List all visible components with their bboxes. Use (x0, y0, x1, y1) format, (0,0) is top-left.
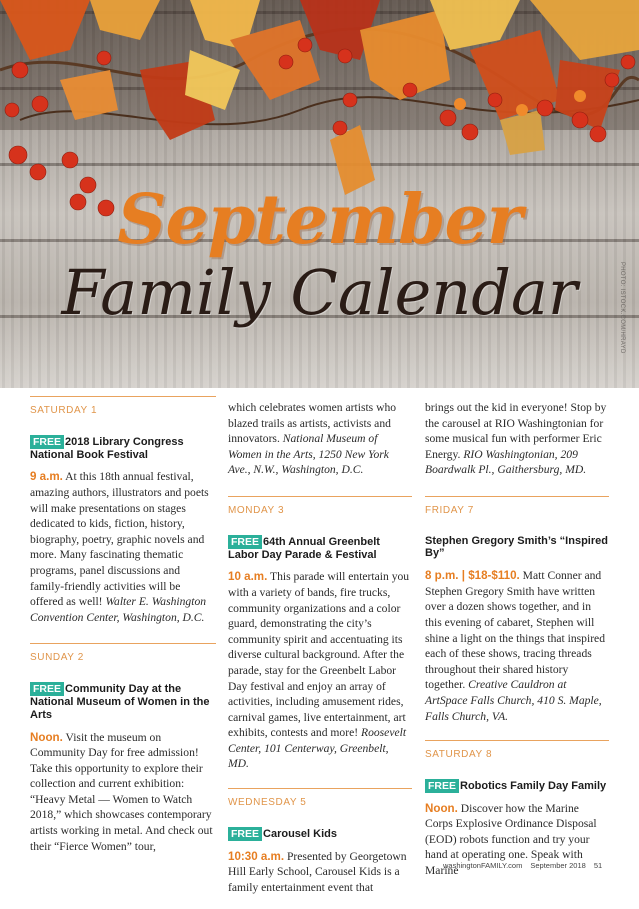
event-title-text: Community Day at the National Museum of Women in the Arts (30, 682, 210, 721)
free-badge: FREE (228, 535, 262, 549)
event-body: At this 18th annual festival, amazing authors, illustrators and poets will make presentations on stages dedicated to kids, fiction, history, biography, poetry, graphic novels and more. Many fascinating thematic programs, panel discussions and family-friendly activities will be offered as well! (30, 470, 209, 609)
column-2 (228, 396, 412, 907)
event-title (228, 535, 412, 562)
column-1 (30, 396, 216, 866)
day-label-wednesday-5: WEDNESDAY 5 (228, 797, 307, 809)
event-location: RIO Washingtonian, 209 Boardwalk Pl., Gaithersburg, MD. (425, 447, 587, 477)
day-label-sunday-2: SUNDAY 2 (30, 652, 84, 664)
event-time: Noon. (30, 730, 63, 744)
day-label-monday-3: MONDAY 3 (228, 504, 285, 516)
event-title-text: 64th Annual Greenbelt Labor Day Parade & Festival (228, 535, 380, 561)
event-title-text: Robotics Family Day Family (460, 779, 607, 792)
event-title (228, 827, 412, 841)
event-title-text: 2018 Library Congress National Book Festival (30, 435, 184, 461)
event-body-continued: which celebrates women artists who blazed trails as artists, activists and innovators. (228, 401, 397, 446)
event-body: Visit the museum on Community Day for free admission! Take this opportunity to explore their collection and current exhibition: “Heavy Metal — Women to Watch 2018,” which showcases contemporary artists working in metal. And check out their “Fierce Women” tour, (30, 730, 213, 853)
event-title (425, 779, 609, 793)
event-body: This parade will entertain you with a variety of bands, fire trucks, community organizations and a color guard, demonstrating the city’s community spirit and accentuating its diverse cultural background. After the parade, stay for the Greenbelt Labor Day festival and enjoy an array of activities, including amusement rides, carnival games, live entertainment, art exhibits, contests and more! (228, 570, 410, 740)
photo-credit: PHOTO: ISTOCK.COM/HRAYD (619, 262, 625, 354)
event-description (425, 568, 609, 724)
event-time: 9 a.m. (30, 470, 63, 484)
event-body: Presented by Georgetown Hill Early School, Carousel Kids is a family entertainment event that (228, 849, 407, 894)
event-description-continued (425, 400, 609, 478)
event-title (30, 435, 216, 462)
event-title (30, 682, 216, 722)
day-label-friday-7: FRIDAY 7 (425, 504, 474, 516)
event-description (228, 569, 412, 772)
event-description (30, 469, 216, 625)
event-body-continued: brings out the kid in everyone! Stop by the carousel at RIO Washingtonian for some musical fun with performer Eric Energy. (425, 401, 607, 461)
event-location: National Museum of Women in the Arts, 1250 New York Ave., N.W., Washington, D.C. (228, 432, 389, 477)
footer-site: washingtonFAMILY.com (443, 861, 523, 870)
event-time: 10 a.m. (228, 570, 268, 584)
event-time: Noon. (425, 801, 458, 815)
event-body: Discover how the Marine Corps Explosive Ordinance Disposal (EOD) robots function and try your hand at operating one. Speak with Marine (425, 801, 597, 878)
page-number: 51 (593, 861, 603, 870)
event-title-text: Carousel Kids (263, 827, 337, 840)
event-time: 8 p.m. | $18-$110. (425, 569, 520, 583)
day-label-saturday-1: SATURDAY 1 (30, 405, 98, 416)
event-time: 10:30 a.m. (228, 849, 285, 863)
title-family-calendar: Family Calendar (61, 256, 578, 329)
event-location: Creative Cauldron at ArtSpace Falls Church, 410 S. Maple, Falls Church, VA. (425, 678, 602, 723)
event-description (30, 730, 216, 855)
free-badge: FREE (30, 435, 64, 449)
hero-banner (0, 0, 639, 388)
event-title: Stephen Gregory Smith’s “Inspired By” (425, 534, 608, 560)
free-badge: FREE (30, 682, 64, 696)
event-description (228, 849, 412, 896)
page-footer (443, 861, 613, 870)
footer-issue: September 2018 (530, 861, 586, 870)
event-location: Walter E. Washington Convention Center, Washington, D.C. (30, 595, 207, 624)
free-badge: FREE (228, 827, 262, 841)
title-september: September (117, 180, 522, 260)
day-label-saturday-8: SATURDAY 8 (425, 749, 493, 761)
event-description-continued (228, 400, 412, 478)
event-location: Roosevelt Center, 101 Centerway, Greenbelt, MD. (228, 726, 407, 771)
event-body: Matt Conner and Stephen Gregory Smith have written over a dozen shows together, and in this evening of cabaret, Stephen will shine a light on the things that inspired each of these shows, tracing threads throughout their shared history together. (425, 569, 606, 692)
free-badge: FREE (425, 779, 459, 793)
column-3 (425, 396, 609, 891)
